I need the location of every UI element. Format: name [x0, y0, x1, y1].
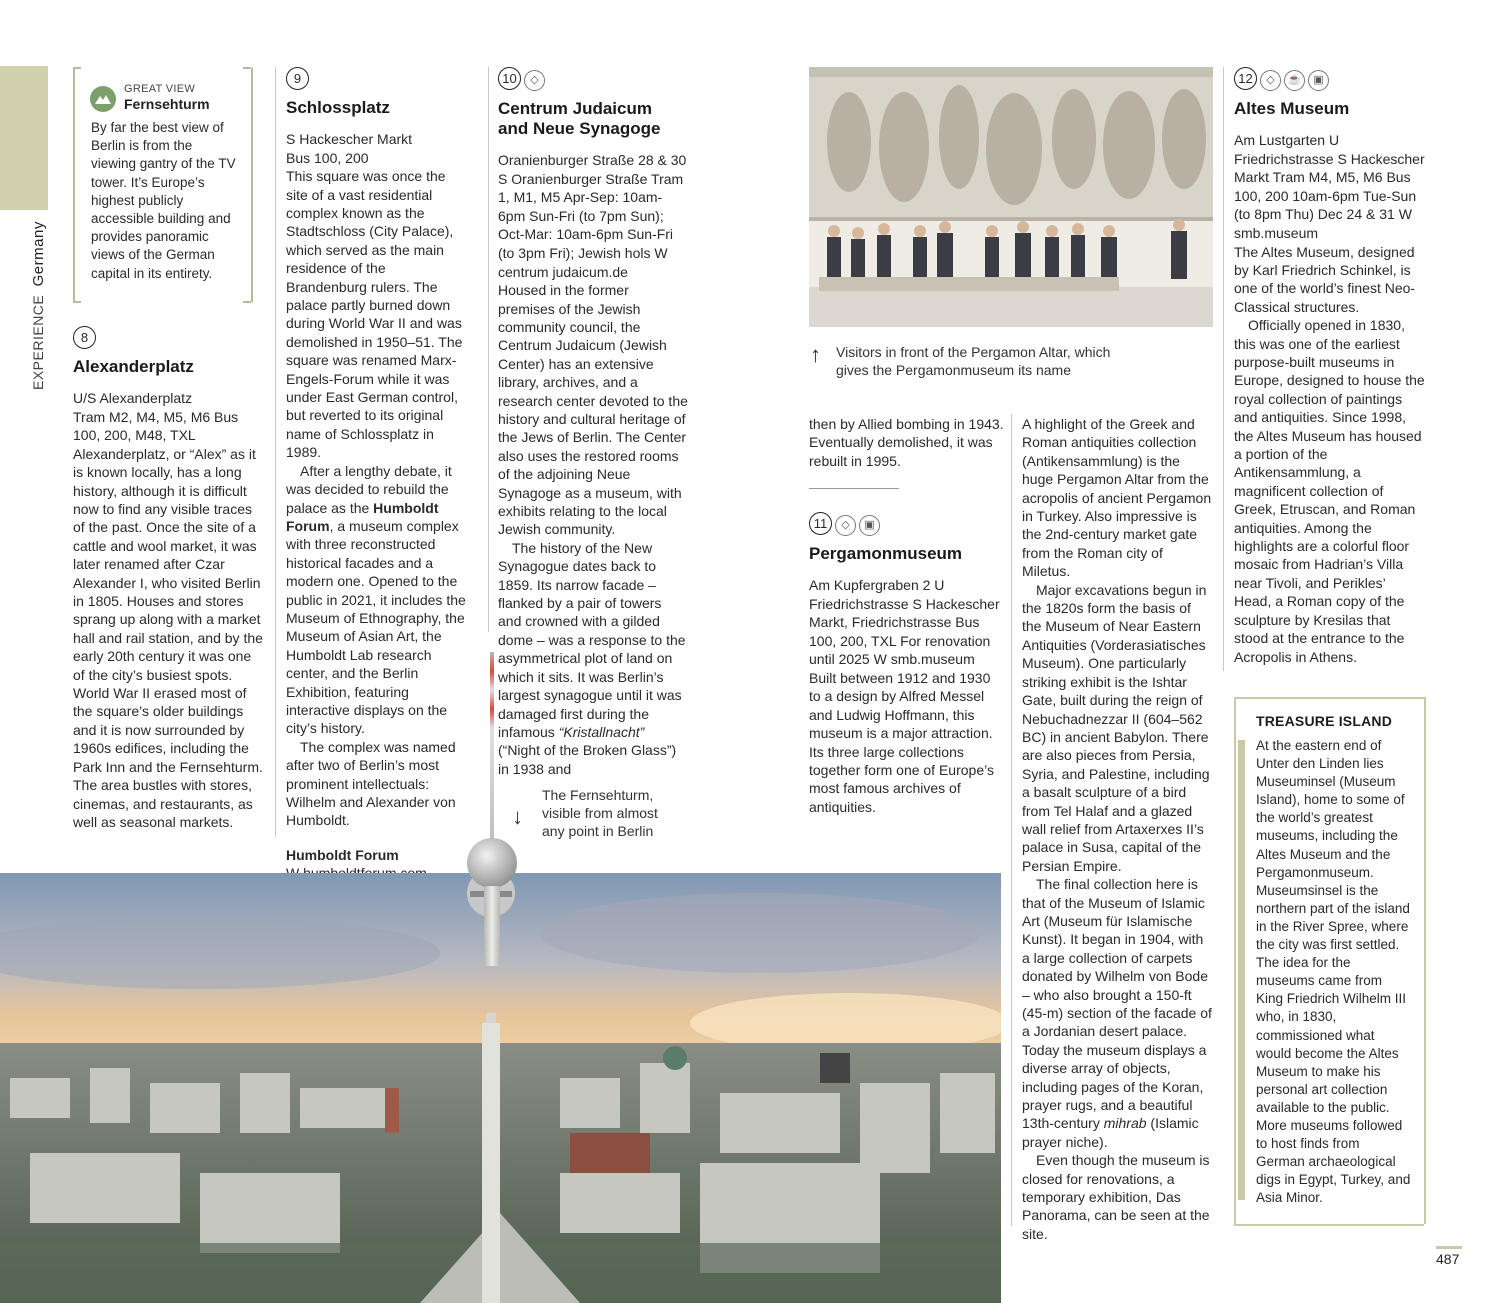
- column-rule: [1011, 414, 1012, 1226]
- altes-title: Altes Museum: [1234, 99, 1350, 118]
- treasure-box-left: [1234, 697, 1236, 1224]
- altes-info: Am Lustgarten U Friedrichstrasse S Hackescher Markt Tram M4, M5, M6 Bus 100, 200 10am-6pm Tue-Sun (to 8pm Thu) Dec 24 & 31 W smb.museum: [1234, 132, 1425, 241]
- judaicum-info: Oranienburger Straße 28 & 30 S Oranienburger Straße Tram 1, M1, M5 Apr-Sep: 10am-6pm Sun-Fri (to 7pm Sun); Oct-Mar: 10am-6pm Sun-Fri (to 3pm Fri); Jewish hols W centrum judaicum.de: [498, 152, 687, 280]
- cafe-icon: ☕: [1284, 70, 1305, 91]
- judaicum-title: Centrum Judaicum and Neue Synagoge: [498, 99, 661, 138]
- arrow-up-icon: ↑: [810, 342, 821, 367]
- num-11-badge: 11 ◇ ▣: [809, 512, 1004, 536]
- schlossplatz-info-1: S Hackescher Markt: [286, 131, 413, 147]
- sidebar-experience: EXPERIENCE: [30, 294, 46, 390]
- humboldt-forum-title: Humboldt Forum: [286, 846, 399, 863]
- schlossplatz-title: Schlossplatz: [286, 98, 390, 117]
- pergamon-info: Am Kupfergraben 2 U Friedrichstrasse S Hackescher Markt, Friedrichstrasse Bus 100, 200, TXL For renovation until 2025 W smb.museum: [809, 577, 1000, 668]
- great-view-title: Fernsehturm: [124, 96, 210, 112]
- schlossplatz-body-1: This square was once the site of a vast residential complex known as the Stadtschloss (City Palace), which served as the main residence of the Brandenburg rulers. The palace partly burned down during World War II and was demolished in 1950–51. The square was renamed Marx-Engels-Forum while it was under East German control, but reverted to its original name of Schlossplatz in 1989.: [286, 168, 463, 461]
- pergamon-col2-p4: Even though the museum is closed for renovations, a temporary exhibition, Das Panorama, can be seen at the site.: [1022, 1152, 1210, 1242]
- landscape-icon: [90, 86, 116, 112]
- treasure-island-text: At the eastern end of Unter den Linden lies Museuminsel (Museum Island), home to some of the world’s greatest museums, including the Altes Museum and the Pergamonmuseum. Museumsinsel is the northern part of the island in the River Spree, where the city was first settled. The idea for the museums came from King Friedrich Wilhelm III who, in 1830, commissioned what would become the Altes Museum to make his personal art collection available to the public. More museums followed to host finds from German archaeological digs in Egypt, Turkey, and Asia Minor.: [1256, 738, 1411, 1206]
- pergamon-col2-p2: Major excavations begun in the 1820s form the basis of the Museum of Near Eastern Antiquities (Vorderasiatisches Museum). One particularly striking exhibit is the Ishtar Gate, built during the reign of Nebuchadnezzar II (604–562 BC) in ancient Babylon. There are also pieces from Persia, Syria, and Palestine, including a basalt sculpture of a bird from Tel Halaf and a glazed wall relief from Artaxerxes II’s palace in Susa, capital of the Persian Empire.: [1022, 581, 1210, 874]
- schlossplatz-info-2: Bus 100, 200: [286, 149, 369, 166]
- tag-icon: ◇: [1260, 70, 1281, 91]
- column-rule: [275, 67, 276, 837]
- alexanderplatz-section: [73, 326, 265, 831]
- great-view-tag: GREAT VIEW: [124, 83, 196, 95]
- pergamon-col2-p1: A highlight of the Greek and Roman antiquities collection (Antikensammlung) is the huge Pergamon Altar from the acropolis of ancient Pergamon in Turkey. Also impressive is the 2nd-century market gate from the Roman city of Miletus.: [1022, 416, 1212, 580]
- tag-icon: ◇: [524, 70, 545, 91]
- column-rule: [1223, 67, 1224, 671]
- arrow-down-icon: ↓: [512, 804, 523, 829]
- num-8-badge: 8: [73, 326, 265, 349]
- pergamon-col2-p3: The final collection here is that of the Museum of Islamic Art (Museum für Islamische Kunst). It began in 1904, with a large collection of carpets donated by Wilhelm von Bode – who also brought a 150-ft (45-m) section of the facade of a Jordanian desert palace. Today the museum displays a diverse array of objects, including pages of the Koran, prayer rugs, and a beautiful 13th-century mihrab (Islamic prayer niche).: [1022, 876, 1212, 1150]
- alexanderplatz-title: Alexanderplatz: [73, 357, 194, 376]
- alexanderplatz-body: Alexanderplatz, or “Alex” as it is known locally, has a long history, although it is difficult now to find any visible traces of the past. Once the site of a cattle and wool market, it was later renamed after Czar Alexander I, who visited Berlin in 1805. Houses and stores sprang up along with a market hall and rail station, and by the early 20th century it was one of the city’s busiest spots. World War II erased most of the square’s older buildings and it is now surrounded by 1960s edifices, including the Park Inn and the Fernsehturm. The area bustles with stores, cinemas, and restaurants, as well as seasonal markets.: [73, 445, 263, 830]
- pergamon-body-1: Built between 1912 and 1930 to a design by Alfred Messel and Ludwig Hoffmann, this museum is a major attraction. Its three large collections together form one of Europe’s most famous archives of antiquities.: [809, 669, 994, 815]
- shop-icon: ▣: [859, 515, 880, 536]
- page-number: 487: [1436, 1251, 1460, 1267]
- great-view-box-frame: [73, 67, 81, 303]
- pergamon-title: Pergamonmuseum: [809, 544, 963, 563]
- num-9-badge: 9: [286, 67, 468, 90]
- treasure-accent-bar: [1238, 740, 1245, 1200]
- alexanderplatz-info-1: U/S Alexanderplatz: [73, 390, 193, 406]
- sidebar-label: [30, 221, 47, 390]
- section-divider: [809, 488, 899, 489]
- great-view-box-frame-right: [243, 67, 251, 303]
- schlossplatz-body-3: The complex was named after two of Berlin’s most prominent intellectuals: Wilhelm and Alexander von Humboldt.: [286, 738, 456, 829]
- sidebar-tab: [0, 66, 48, 210]
- altes-body-1: The Altes Museum, designed by Karl Friedrich Schinkel, is one of the world’s finest Neo-Classical structures.: [1234, 243, 1416, 315]
- judaicum-continued: then by Allied bombing in 1943. Eventually demolished, it was rebuilt in 1995.: [809, 416, 1004, 469]
- treasure-box-right: [1424, 697, 1426, 1224]
- treasure-island-title: TREASURE ISLAND: [1256, 713, 1393, 729]
- tv-tower-sphere: [467, 838, 517, 888]
- judaicum-section: [498, 67, 688, 778]
- great-view-text: By far the best view of Berlin is from the viewing gantry of the TV tower. It’s Europe’s highest publicly accessible building and provides panoramic views of the German capital in its entirety.: [91, 120, 236, 281]
- alexanderplatz-info-2: Tram M2, M4, M5, M6 Bus 100, 200, M48, TXL: [73, 408, 239, 444]
- tag-icon: ◇: [835, 515, 856, 536]
- shop-icon: ▣: [1308, 70, 1329, 91]
- tv-tower-shaft: [484, 886, 500, 966]
- tv-tower-mast: [490, 652, 494, 842]
- sidebar-country: Germany: [30, 221, 47, 287]
- pergamon-section: [809, 512, 1004, 816]
- page-number-accent: [1436, 1246, 1462, 1249]
- altes-section: [1234, 67, 1426, 666]
- berlin-skyline-photo: [0, 873, 1001, 1303]
- schlossplatz-section: [286, 67, 468, 883]
- schlossplatz-body-2: After a lengthy debate, it was decided to rebuild the palace as the Humboldt Forum, a museum complex with three reconstructed historical facades and a modern one. Opened to the public in 2021, it includes the Museum of Ethnography, the Museum of Asian Art, the Humboldt Lab research center, and the Berlin Exhibition, featuring interactive displays on the city’s history.: [286, 462, 466, 737]
- pergamon-caption: Visitors in front of the Pergamon Altar, which gives the Pergamonmuseum its name: [836, 344, 1111, 378]
- column-rule: [488, 67, 489, 632]
- tower-caption: The Fernsehturm, visible from almost any point in Berlin: [542, 787, 658, 839]
- num-12-badge: 12 ◇ ☕ ▣: [1234, 67, 1426, 91]
- num-10-badge: 10 ◇: [498, 67, 688, 91]
- judaicum-body-2: The history of the New Synagogue dates back to 1859. Its narrow facade – flanked by a pair of towers and crowned with a gilded dome – was a response to the asymmetrical plot of land on which it sits. It was Berlin’s largest synagogue until it was damaged first during the infamous “Kristallnacht” (“Night of the Broken Glass”) in 1938 and: [498, 539, 686, 777]
- pergamon-altar-photo: [809, 67, 1213, 327]
- judaicum-body-1: Housed in the former premises of the Jewish community council, the Centrum Judaicum (Jewish Center) has an extensive library, archives, and a research center devoted to the history and cultural heritage of the Jews of Berlin. The Center also uses the restored rooms of the adjoining Neue Synagoge as a museum, with exhibits relating to the local Jewish community.: [498, 282, 688, 538]
- pergamon-col2: [1022, 415, 1214, 1243]
- altes-body-2: Officially opened in 1830, this was one of the earliest purpose-built museums in Europe, designed to house the royal collection of paintings and antiquities. Since 1998, the Altes Museum has housed a portion of the Antikensammlung, a magnificent collection of Greek, Etruscan, and Roman antiquities. Among the highlights are a colorful floor mosaic from Hadrian’s Villa near Tivoli, and Perikles’ Head, a Roman copy of the sculpture by Kresilas that stood at the entrance to the Acropolis in Athens.: [1234, 317, 1425, 665]
